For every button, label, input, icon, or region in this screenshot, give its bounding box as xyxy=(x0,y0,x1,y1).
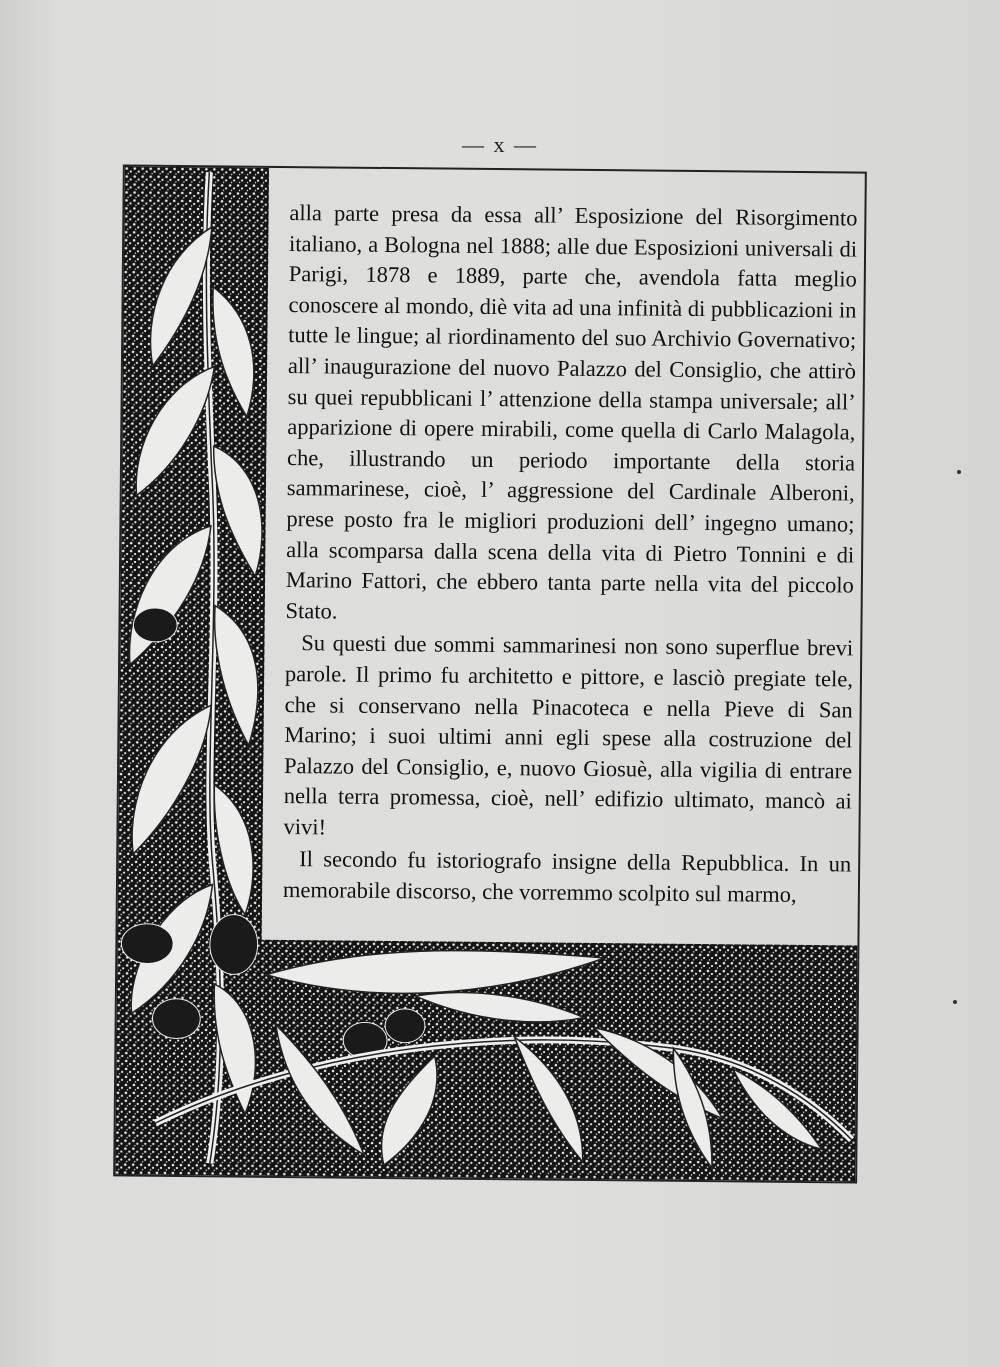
decorated-frame xyxy=(113,164,867,1183)
paragraph-3: Il secondo fu istoriografo insigne della Repubblica. In un memorabile discorso, che vorremmo scolpito sul marmo, xyxy=(282,846,852,908)
body-text xyxy=(283,198,858,911)
paragraph-2: Su questi due sommi sammarinesi non sono superflue brevi parole. Il primo fu architetto e pittore, e lasciò pregiate tele, che si conservano nella Pinacoteca e nella Pieve di San Marino; i suoi ultimi anni egli spese alla costruzione del Palazzo del Consiglio, e, nuovo Giosuè, alla vigilia di entrare nella terra promessa, cioè, nell’ edifizio ultimato, mancò ai vivi! xyxy=(283,630,854,840)
page-number: — x — xyxy=(462,132,538,157)
margin-speck xyxy=(953,1000,957,1004)
paragraph-1: alla parte presa da essa all’ Esposizione del Risorgimento italiano, a Bologna nel 1888; alle due Esposizioni universali di Parigi, 1878 e 1889, parte che, avendola fatta meglio conoscere al mondo, diè vita ad una infinità di pubblicazioni in tutte le lingue; al riordinamento del suo Archivio Governativo; all’ inaugurazione del nuovo Palazzo del Consiglio, che attirò su quei repubblicani l’ attenzione della stampa universale; all’ apparizione di opere mirabili, come quella di Carlo Malagola, che, illustrando un periodo importante della storia sammarinese, cioè, l’ aggressione del Cardinale Alberoni, prese posto fra le migliori produzioni dell’ ingegno umano; alla scomparsa dalla scena della vita di Pietro Tonnini e di Marino Fattori, che ebbero tanta parte nella vita del piccolo Stato. xyxy=(285,200,858,624)
margin-speck xyxy=(957,470,961,474)
